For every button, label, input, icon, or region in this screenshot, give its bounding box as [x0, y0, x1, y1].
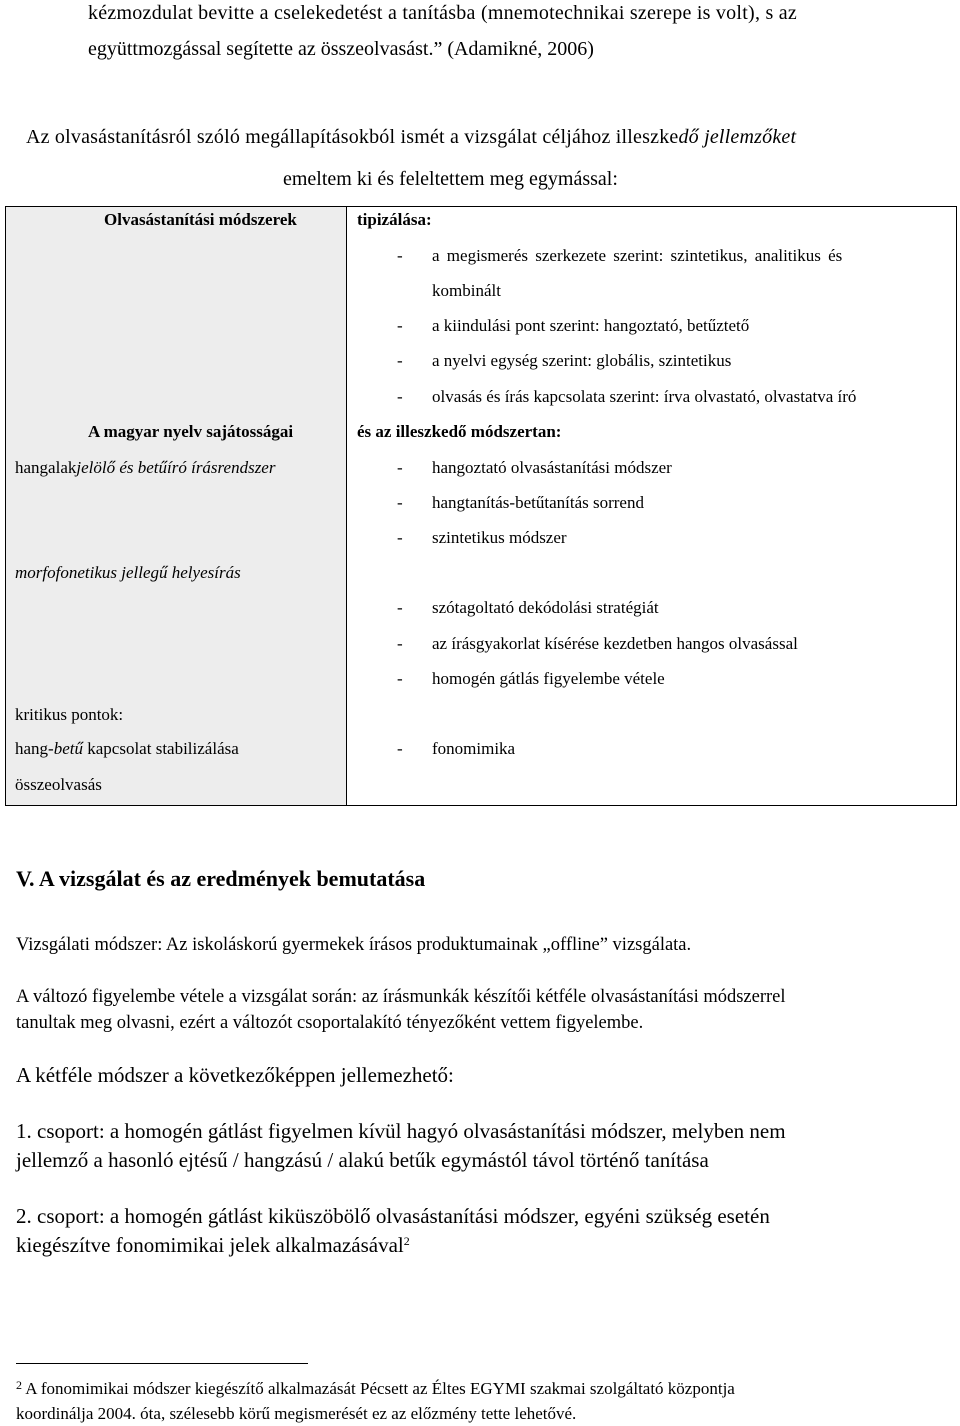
- typology-item: a nyelvi egység szerint: globális, szintetikus: [432, 351, 732, 370]
- bullet-dash: -: [397, 387, 403, 406]
- left-item-kritikus: kritikus pontok:: [15, 705, 124, 724]
- variable-paragraph-line-2: tanultak meg olvasni, ezért a változót csoportalakító tényezőként vettem figyelembe.: [16, 1013, 644, 1033]
- bullet-dash: -: [397, 351, 403, 370]
- group-1-line-2: jellemző a hasonló ejtésű / hangzású / alakú betűk egymástól távol történő tanítása: [16, 1148, 709, 1172]
- left-item-hang-betu: hang-betű kapcsolat stabilizálása: [15, 739, 239, 758]
- method-item: hangoztató olvasástanítási módszer: [432, 458, 672, 477]
- method-item: hangtanítás-betűtanítás sorrend: [432, 493, 644, 512]
- typology-item: a megismerés szerkezete szerint: szintetikus, analitikus és: [432, 246, 843, 265]
- section-heading: V. A vizsgálat és az eredmények bemutatása: [16, 866, 426, 891]
- bullet-dash: -: [397, 669, 403, 688]
- footnote-mark: 2: [16, 1378, 22, 1392]
- method-item: az írásgyakorlat kísérése kezdetben hangos olvasással: [432, 634, 798, 653]
- left-item-osszeolvasas: összeolvasás: [15, 775, 102, 794]
- intro-line-2: együttmozgással segítette az összeolvasást.” (Adamikné, 2006): [88, 38, 594, 60]
- typology-item: a kiindulási pont szerint: hangoztató, betűztető: [432, 316, 750, 335]
- bullet-dash: -: [397, 528, 403, 547]
- footnote-separator: [16, 1363, 308, 1364]
- group-1-line-1: 1. csoport: a homogén gátlást figyelmen kívül hagyó olvasástanítási módszer, melyben nem: [16, 1119, 786, 1143]
- method-item: fonomimika: [432, 739, 516, 758]
- variable-paragraph-line-1: A változó figyelembe vétele a vizsgálat során: az írásmunkák készítői kétféle olvasástanítási módszerrel: [16, 987, 786, 1007]
- method-item: szótagoltató dekódolási stratégiát: [432, 598, 659, 617]
- bullet-dash: -: [397, 316, 403, 335]
- hungarian-features-label: A magyar nyelv sajátosságai: [88, 422, 294, 441]
- left-item-hangalak: hangalakjelölő és betűíró írásrendszer: [15, 458, 276, 477]
- intro-line-3-italic: dő jellemzőket: [678, 126, 797, 148]
- typology-item: olvasás és írás kapcsolata szerint: írva olvastató, olvastatva író: [432, 387, 857, 406]
- footnote-line-1: $^2$ A fonomimikai módszer kiegészítő alkalmazását Pécsett az Éltes EGYMI szakmai szolgáltató központja: [16, 1378, 735, 1398]
- bullet-dash: -: [397, 493, 403, 512]
- footnote-line-2: koordinálja 2004. óta, szélesebb körű megismerését ez az előzmény tette lehetővé.: [16, 1404, 577, 1423]
- group-2-line-1: 2. csoport: a homogén gátlást kiküszöbölő olvasástanítási módszer, egyéni szükség esetén: [16, 1204, 770, 1228]
- methods-label: Olvasástanítási módszerek: [104, 210, 297, 229]
- comparison-table: [5, 206, 957, 806]
- bullet-dash: -: [397, 246, 403, 265]
- method-item: szintetikus módszer: [432, 528, 567, 547]
- footnote-reference: 2: [403, 1234, 410, 1248]
- intro-line-3: [26, 124, 796, 150]
- left-item-morfo: morfofonetikus jellegű helyesírás: [15, 563, 241, 582]
- bullet-dash: -: [397, 458, 403, 477]
- method-paragraph: Vizsgálati módszer: Az iskoláskorú gyermekek írásos produktumainak „offline” vizsgálata.: [16, 935, 692, 955]
- intro-line-3-text: Az olvasástanításról szóló megállapításokból ismét a vizsgálat céljához illeszke: [26, 126, 679, 148]
- method-item: homogén gátlás figyelembe vétele: [432, 669, 665, 688]
- groups-intro: A kétféle módszer a következőképpen jellemezhető:: [16, 1063, 454, 1087]
- bullet-dash: -: [397, 739, 403, 758]
- typology-label: tipizálása:: [357, 210, 432, 229]
- intro-line-4: emeltem ki és feleltettem meg egymással:: [283, 168, 618, 190]
- group-2-line-2: kiegészítve fonomimikai jelek alkalmazásával$^2$: [16, 1233, 410, 1257]
- bullet-dash: -: [397, 634, 403, 653]
- intro-line-1: kézmozdulat bevitte a cselekedetést a tanításba (mnemotechnikai szerepe is volt), s az: [88, 2, 797, 24]
- matching-method-label: és az illeszkedő módszertan:: [357, 422, 562, 441]
- bullet-dash: -: [397, 598, 403, 617]
- typology-item: kombinált: [432, 281, 501, 300]
